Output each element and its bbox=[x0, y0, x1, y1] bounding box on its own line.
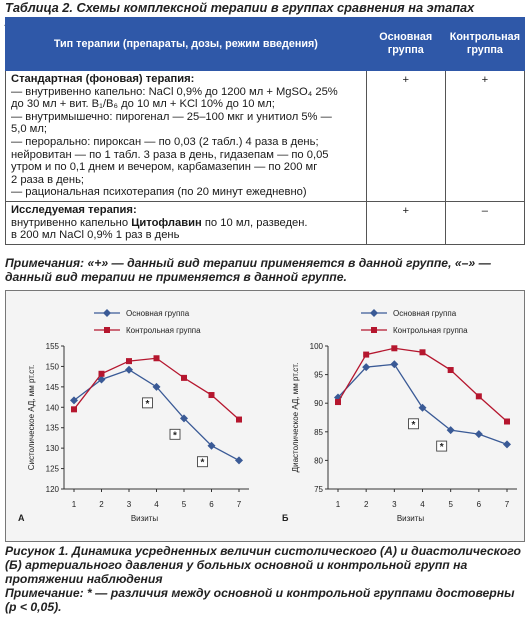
x-tick-label: 1 bbox=[335, 500, 341, 509]
figure-caption: Рисунок 1. Динамика усредненных величин систолического (А) и диастолического (Б) артериального давления у больных основной и контрольной групп на протяжении наблюдения bbox=[5, 544, 521, 586]
therapy-line bbox=[11, 217, 361, 230]
therapy-line: — внутримышечно: пирогенал — 25–100 мкг и унитиол 5% — bbox=[11, 110, 332, 123]
table-row bbox=[6, 201, 525, 244]
therapy-line: — внутривенно капельно: NaCl 0,9% до 1200 мл + MgSO₄ 25% bbox=[11, 85, 338, 98]
legend-marker-square bbox=[104, 327, 110, 333]
therapy-cell-standard bbox=[6, 71, 367, 202]
therapy-cell-study bbox=[6, 201, 367, 244]
x-tick-label: 2 bbox=[99, 500, 104, 509]
legend-marker-diamond bbox=[103, 309, 111, 317]
data-point-control bbox=[448, 367, 454, 373]
x-axis-label: Визиты bbox=[396, 514, 425, 523]
data-point-control bbox=[476, 393, 482, 399]
legend-marker-diamond bbox=[370, 309, 378, 317]
data-point-control bbox=[154, 355, 160, 361]
data-point-main bbox=[503, 440, 511, 448]
x-tick-label: 2 bbox=[363, 500, 369, 509]
header-main-group: Основная группа bbox=[366, 18, 445, 71]
x-tick-label: 4 bbox=[420, 500, 425, 509]
therapy-text: внутривенно капельно bbox=[11, 216, 132, 229]
significance-asterisk: * bbox=[173, 430, 177, 442]
therapy-line: 5,0 мл; bbox=[11, 123, 47, 136]
y-tick-label: 140 bbox=[45, 403, 59, 413]
data-point-main bbox=[390, 360, 398, 368]
main-group-mark: + bbox=[366, 201, 445, 244]
control-group-mark: – bbox=[445, 201, 524, 244]
table-row bbox=[6, 71, 525, 202]
x-axis-label: Визиты bbox=[130, 514, 159, 523]
control-group-mark: + bbox=[445, 71, 524, 202]
x-tick-label: 6 bbox=[476, 500, 482, 509]
y-tick-label: 95 bbox=[314, 370, 323, 380]
y-tick-label: 75 bbox=[314, 485, 323, 494]
therapy-table bbox=[5, 17, 525, 245]
significance-asterisk: * bbox=[200, 457, 205, 469]
data-point-main bbox=[125, 366, 133, 374]
data-point-control bbox=[181, 375, 187, 381]
table-caption: Таблица 2. Схемы комплексной терапии в группах сравнения на этапах bbox=[5, 0, 475, 15]
x-tick-label: 7 bbox=[236, 500, 242, 509]
x-tick-label: 3 bbox=[126, 500, 132, 509]
therapy-line: — перорально: пироксан — по 0,03 (2 табл.) 4 раза в день; bbox=[11, 135, 319, 148]
data-point-control bbox=[363, 352, 369, 358]
legend-label: Основная группа bbox=[393, 309, 457, 318]
legend-marker-square bbox=[371, 327, 377, 333]
therapy-line: 2 раза в день; bbox=[11, 173, 85, 186]
header-control-group: Контрольная группа bbox=[445, 18, 524, 71]
y-tick-label: 120 bbox=[45, 485, 59, 494]
significance-asterisk: * bbox=[439, 442, 444, 454]
y-tick-label: 130 bbox=[45, 444, 59, 454]
data-point-control bbox=[99, 371, 105, 377]
therapy-line: нейровитан — по 1 табл. 3 раза в день, гидазепам — по 0,05 bbox=[11, 148, 329, 161]
legend-label: Контрольная группа bbox=[393, 326, 468, 335]
y-axis-label: Диастолическое АД, мм рт.ст. bbox=[291, 362, 300, 473]
y-tick-label: 145 bbox=[45, 382, 59, 392]
figure-box bbox=[5, 290, 525, 542]
study-therapy-title: Исследуемая терапия: bbox=[11, 203, 137, 216]
x-tick-label: 1 bbox=[71, 500, 77, 509]
figure-svg bbox=[6, 291, 524, 541]
x-tick-label: 4 bbox=[154, 500, 159, 509]
data-point-control bbox=[504, 419, 510, 425]
panel-label: Б bbox=[282, 513, 289, 523]
data-point-main bbox=[475, 430, 483, 438]
data-point-control bbox=[335, 399, 341, 405]
y-tick-label: 90 bbox=[314, 399, 323, 409]
chart-panel-a bbox=[18, 309, 249, 523]
legend-label: Основная группа bbox=[126, 309, 190, 318]
therapy-line: — рациональная психотерапия (по 20 минут ежедневно) bbox=[11, 186, 307, 199]
therapy-line: до 30 мл + вит. B₁/B₆ до 10 мл + KCl 10% до 10 мл; bbox=[11, 98, 275, 111]
therapy-line: в 200 мл NaCl 0,9% 1 раз в день bbox=[11, 229, 180, 242]
data-point-control bbox=[209, 392, 215, 398]
x-tick-label: 5 bbox=[181, 500, 187, 509]
x-tick-label: 7 bbox=[504, 500, 510, 509]
data-point-control bbox=[420, 349, 426, 355]
y-tick-label: 125 bbox=[45, 464, 59, 474]
chart-panel-b bbox=[282, 309, 517, 523]
table-header-row bbox=[6, 18, 525, 71]
y-tick-label: 155 bbox=[45, 342, 59, 351]
significance-asterisk: * bbox=[411, 419, 416, 431]
therapy-line: утром и по 0,1 днем и вечером, карбамазепин — по 200 мг bbox=[11, 161, 318, 174]
data-point-control bbox=[391, 345, 397, 351]
standard-therapy-title: Стандартная (фоновая) терапия: bbox=[11, 73, 195, 85]
legend-label: Контрольная группа bbox=[126, 326, 201, 335]
panel-label: А bbox=[18, 513, 25, 523]
data-point-control bbox=[236, 417, 242, 423]
x-tick-label: 5 bbox=[448, 500, 453, 509]
main-group-mark: + bbox=[366, 71, 445, 202]
data-point-control bbox=[126, 358, 132, 364]
y-axis-label: Систолическое АД, мм рт.ст. bbox=[27, 364, 36, 471]
y-tick-label: 100 bbox=[309, 342, 323, 351]
y-tick-label: 80 bbox=[314, 456, 323, 466]
figure-note: Примечание: * — различия между основной и контрольной группами достоверны (p < 0,05). bbox=[5, 586, 515, 614]
drug-name: Цитофлавин bbox=[131, 216, 202, 229]
table-notes: Примечания: «+» — данный вид терапии применяется в данной группе, «–» — данный вид терапии не применяется в данной группе. bbox=[5, 256, 491, 284]
header-therapy-type: Тип терапии (препараты, дозы, режим введения) bbox=[6, 18, 367, 71]
therapy-text: по 10 мл, разведен. bbox=[201, 216, 308, 229]
y-tick-label: 135 bbox=[45, 423, 59, 433]
y-tick-label: 85 bbox=[314, 427, 323, 437]
significance-asterisk: * bbox=[145, 398, 150, 410]
x-tick-label: 3 bbox=[392, 500, 397, 509]
y-tick-label: 150 bbox=[45, 362, 59, 372]
data-point-control bbox=[71, 406, 77, 412]
data-point-main bbox=[235, 456, 243, 464]
x-tick-label: 6 bbox=[209, 500, 214, 509]
